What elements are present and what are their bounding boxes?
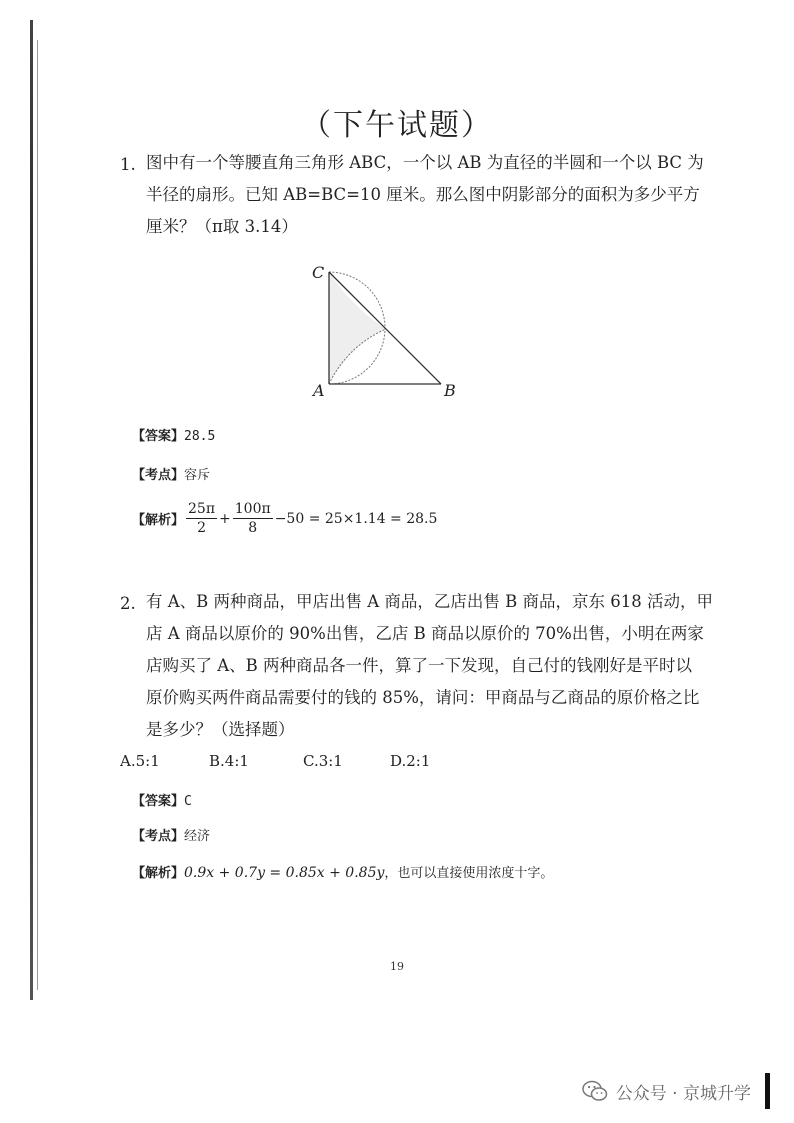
q2-options xyxy=(0,752,794,772)
label-b: B xyxy=(444,381,456,400)
q2-line: 店购买了 A、B 两种商品各一件，算了一下发现，自己付的钱刚好是平时以 xyxy=(146,656,693,675)
analysis-tag: 【解析】 xyxy=(132,866,185,881)
analysis-tag: 【解析】 xyxy=(132,513,185,528)
q2-point xyxy=(132,825,210,844)
q1-text xyxy=(146,147,706,243)
q2-line: 原价购买两件商品需要付的钱的 85%，请问：甲商品与乙商品的原价格之比 xyxy=(146,688,700,707)
q1-point xyxy=(132,464,210,483)
footer-text: 公众号 · 京城升学 xyxy=(615,1083,751,1104)
q2-answer xyxy=(132,790,192,809)
q1-line: 半径的扇形。已知 AB=BC=10 厘米。那么图中阴影部分的面积为多少平方 xyxy=(146,185,700,204)
q1-line: 厘米？（π取 3.14） xyxy=(146,217,298,236)
page-number: 19 xyxy=(390,960,404,973)
option-d: D.2:1 xyxy=(390,752,431,770)
wechat-icon xyxy=(582,1080,608,1102)
option-b: B.4:1 xyxy=(209,752,249,770)
label-a: A xyxy=(313,381,325,400)
fraction-1 xyxy=(186,500,217,537)
q2-analysis xyxy=(132,862,553,881)
plus-sign: + xyxy=(219,510,231,527)
option-c: C.3:1 xyxy=(303,752,343,770)
shaded-region xyxy=(329,272,386,384)
analysis-note: ，也可以直接使用浓度十字。 xyxy=(384,866,554,881)
point-value: 经济 xyxy=(184,829,211,844)
answer-tag: 【答案】 xyxy=(132,429,185,444)
q1-number: 1. xyxy=(120,155,136,174)
fraction-2-num: 100π xyxy=(234,501,271,517)
q2-line: 店 A 商品以原价的 90%出售，乙店 B 商品以原价的 70%出售，小明在两家 xyxy=(146,624,704,643)
label-c: C xyxy=(312,263,325,282)
q2-line: 有 A、B 两种商品，甲店出售 A 商品，乙店出售 B 商品，京东 618 活动，甲 xyxy=(146,592,714,611)
fraction-2-den: 8 xyxy=(248,520,258,536)
answer-value: 28.5 xyxy=(184,429,216,444)
q2-line: 是多少？（选择题） xyxy=(146,720,295,739)
page-title: （下午试题） xyxy=(301,108,493,143)
fraction-1-den: 2 xyxy=(197,520,206,536)
scan-edge xyxy=(30,20,33,1000)
point-value: 容斥 xyxy=(184,468,211,483)
answer-value: C xyxy=(184,794,192,809)
q1-analysis xyxy=(132,500,437,537)
q1-answer xyxy=(132,425,215,444)
q2-number: 2. xyxy=(120,594,136,613)
scan-edge-line xyxy=(37,40,38,990)
fraction-2 xyxy=(233,500,273,537)
analysis-formula: 0.9x + 0.7y = 0.85x + 0.85y xyxy=(184,865,385,881)
answer-tag: 【答案】 xyxy=(132,794,185,809)
watermark-footer xyxy=(582,1073,770,1109)
footer-bar xyxy=(765,1073,770,1109)
geometry-figure xyxy=(300,258,480,403)
q1-line: 图中有一个等腰直角三角形 ABC，一个以 AB 为直径的半圆和一个以 BC 为 xyxy=(146,153,704,172)
point-tag: 【考点】 xyxy=(132,829,185,844)
point-tag: 【考点】 xyxy=(132,468,185,483)
q2-text xyxy=(146,586,716,746)
option-a: A.5:1 xyxy=(120,752,160,770)
analysis-rest: −50 = 25×1.14 = 28.5 xyxy=(274,510,438,527)
fraction-1-num: 25π xyxy=(188,501,216,517)
